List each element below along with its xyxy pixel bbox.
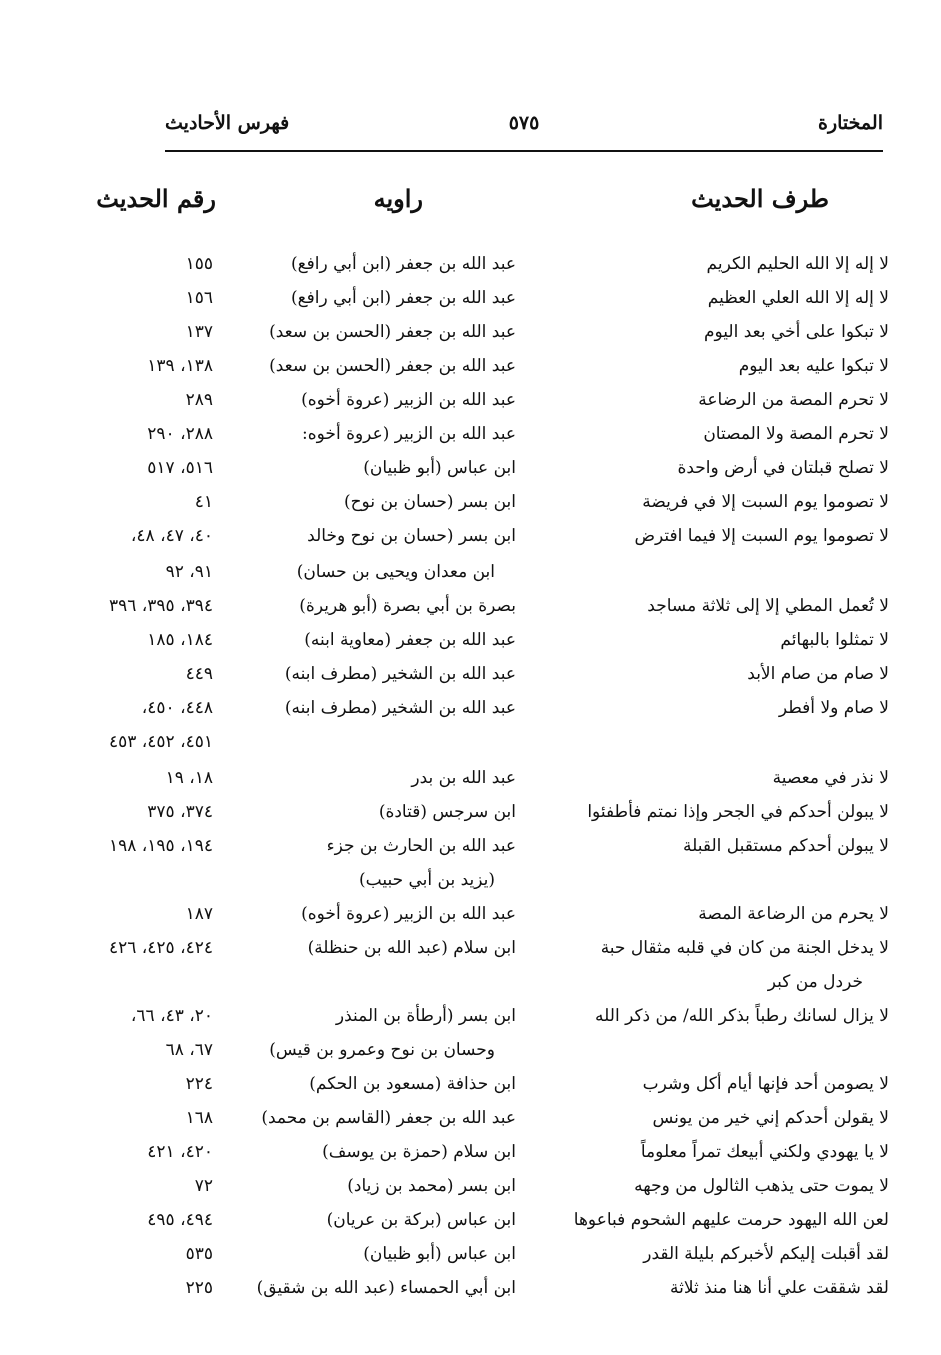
hadith-text: لا تحرم المصة ولا المصتان bbox=[703, 424, 889, 444]
hadith-number: ٢٢٥ bbox=[185, 1278, 213, 1298]
hadith-text: لا إله إلا الله العلي العظيم bbox=[707, 288, 889, 308]
narrator-text: عبد الله بن جعفر (معاوية ابنه) bbox=[304, 630, 516, 650]
table-row bbox=[0, 1136, 941, 1170]
hadith-text: لا تبكوا على أخي بعد اليوم bbox=[703, 322, 889, 342]
hadith-number: ٣٩٤، ٣٩٥، ٣٩٦ bbox=[109, 596, 213, 616]
table-row bbox=[0, 486, 941, 520]
table-row bbox=[0, 282, 941, 316]
hadith-text: لا يزال لسانك رطباً بذكر الله/ من ذكر الله bbox=[595, 1006, 889, 1026]
hadith-text: لا تبكوا عليه بعد اليوم bbox=[738, 356, 889, 376]
page-number: ٥٧٥ bbox=[508, 112, 540, 134]
hadith-number: ٤٤٩ bbox=[185, 664, 213, 684]
hadith-text: خردل من كبر bbox=[767, 972, 863, 992]
hadith-text: لا يصومن أحد فإنها أيام أكل وشرب bbox=[642, 1074, 889, 1094]
hadith-number: ١٣٧ bbox=[185, 322, 213, 342]
hadith-text: لا يا يهودي ولكني أبيعك تمراً معلوماً bbox=[640, 1142, 889, 1162]
narrator-text: عبد الله بن الزبير (عروة أخوه) bbox=[301, 904, 516, 924]
table-row bbox=[0, 762, 941, 796]
narrator-text: ابن عباس (بركة بن عريان) bbox=[326, 1210, 516, 1230]
hadith-text: لعن الله اليهود حرمت عليهم الشحوم فباعوها bbox=[573, 1210, 889, 1230]
hadith-number: ٥٣٥ bbox=[185, 1244, 213, 1264]
hadith-text: لقد أقبلت إليكم لأخبركم بليلة القدر bbox=[643, 1244, 889, 1264]
hadith-number: ٣٧٤، ٣٧٥ bbox=[147, 802, 213, 822]
hadith-text: لا يدخل الجنة من كان في قلبه مثقال حبة bbox=[600, 938, 889, 958]
hadith-number: ٤٥١، ٤٥٢، ٤٥٣ bbox=[109, 732, 213, 752]
narrator-text: ابن بسر (أرطأة بن المنذر bbox=[335, 1006, 516, 1026]
header-rule bbox=[165, 150, 883, 152]
narrator-text: ابن أبي الحمساء (عبد الله بن شقيق) bbox=[256, 1278, 516, 1298]
hadith-number: ٢٠، ٤٣، ٦٦، bbox=[130, 1006, 213, 1026]
table-row bbox=[0, 726, 941, 760]
narrator-text: ابن عباس (أبو ظبيان) bbox=[363, 458, 516, 478]
narrator-text: ابن معدان ويحيى بن حسان) bbox=[296, 562, 495, 582]
narrator-text: عبد الله بن جعفر (الحسن بن سعد) bbox=[269, 356, 516, 376]
table-row bbox=[0, 864, 941, 898]
hadith-number: ٢٨٩ bbox=[185, 390, 213, 410]
hadith-number: ٤٠، ٤٧، ٤٨، bbox=[130, 526, 213, 546]
narrator-text: ابن بسر (حسان بن نوح وخالد bbox=[307, 526, 516, 546]
table-row bbox=[0, 1204, 941, 1238]
table-row bbox=[0, 692, 941, 726]
table-row bbox=[0, 658, 941, 692]
table-row bbox=[0, 1068, 941, 1102]
table-row bbox=[0, 520, 941, 554]
narrator-text: عبد الله بن الشخير (مطرف ابنه) bbox=[284, 698, 516, 718]
hadith-text: لا تُعمل المطي إلا إلى ثلاثة مساجد bbox=[647, 596, 889, 616]
column-header-narrator: راويه bbox=[373, 184, 423, 213]
narrator-text: وحسان بن نوح وعمرو بن قيس) bbox=[269, 1040, 495, 1060]
hadith-number: ٤١ bbox=[194, 492, 213, 512]
narrator-text: بصرة بن أبي بصرة (أبو هريرة) bbox=[299, 596, 516, 616]
hadith-text: لا تحرم المصة من الرضاعة bbox=[698, 390, 889, 410]
table-row bbox=[0, 1000, 941, 1034]
narrator-text: ابن سلام (حمزة بن يوسف) bbox=[322, 1142, 516, 1162]
hadith-number: ٩١، ٩٢ bbox=[165, 562, 213, 582]
table-row bbox=[0, 796, 941, 830]
hadith-number: ٤٢٠، ٤٢١ bbox=[147, 1142, 213, 1162]
narrator-text: ابن سرجس (قتادة) bbox=[378, 802, 516, 822]
hadith-text: لا يموت حتى يذهب الثالول من وجهه bbox=[634, 1176, 889, 1196]
table-row bbox=[0, 898, 941, 932]
hadith-text: لا نذر في معصية bbox=[772, 768, 889, 788]
column-header-number: رقم الحديث bbox=[96, 184, 216, 213]
hadith-text: لا يحرم من الرضاعة المصة bbox=[698, 904, 889, 924]
narrator-text: ابن عباس (أبو ظبيان) bbox=[363, 1244, 516, 1264]
narrator-text: ابن بسر (حسان بن نوح) bbox=[343, 492, 516, 512]
narrator-text: ابن بسر (محمد بن زياد) bbox=[347, 1176, 516, 1196]
table-row bbox=[0, 248, 941, 282]
narrator-text: عبد الله بن جعفر (الحسن بن سعد) bbox=[269, 322, 516, 342]
hadith-number: ٤٤٨، ٤٥٠، bbox=[141, 698, 213, 718]
hadith-text: لا صام ولا أفطر bbox=[778, 698, 889, 718]
hadith-number: ٤٩٤، ٤٩٥ bbox=[147, 1210, 213, 1230]
table-row bbox=[0, 452, 941, 486]
hadith-number: ١٨، ١٩ bbox=[165, 768, 213, 788]
hadith-number: ١٨٧ bbox=[185, 904, 213, 924]
table-row bbox=[0, 932, 941, 966]
hadith-text: لا تصوموا يوم السبت إلا في فريضة bbox=[642, 492, 889, 512]
hadith-text: لا تصوموا يوم السبت إلا فيما افترض bbox=[634, 526, 889, 546]
table-row bbox=[0, 350, 941, 384]
hadith-text: لا إله إلا الله الحليم الكريم bbox=[706, 254, 889, 274]
hadith-number: ٤٢٤، ٤٢٥، ٤٢٦ bbox=[109, 938, 213, 958]
narrator-text: عبد الله بن جعفر (ابن أبي رافع) bbox=[290, 288, 516, 308]
hadith-number: ١٥٥ bbox=[185, 254, 213, 274]
table-row bbox=[0, 556, 941, 590]
table-row bbox=[0, 624, 941, 658]
hadith-number: ٢٨٨، ٢٩٠ bbox=[147, 424, 213, 444]
narrator-text: عبد الله بن بدر bbox=[411, 768, 516, 788]
hadith-text: لا يقولن أحدكم إني خير من يونس bbox=[652, 1108, 889, 1128]
narrator-text: ابن سلام (عبد الله بن حنظلة) bbox=[307, 938, 516, 958]
table-row bbox=[0, 830, 941, 864]
section-title: فهرس الأحاديث bbox=[165, 112, 290, 134]
narrator-text: عبد الله بن الزبير (عروة أخوه) bbox=[301, 390, 516, 410]
hadith-text: لقد شققت علي أنا هنا منذ ثلاثة bbox=[670, 1278, 889, 1298]
hadith-number: ٢٢٤ bbox=[185, 1074, 213, 1094]
hadith-number: ١٩٤، ١٩٥، ١٩٨ bbox=[109, 836, 213, 856]
table-row bbox=[0, 1102, 941, 1136]
table-row bbox=[0, 1034, 941, 1068]
hadith-text: لا تمثلوا بالبهائم bbox=[780, 630, 889, 650]
hadith-text: لا يبولن أحدكم مستقبل القبلة bbox=[682, 836, 889, 856]
table-row bbox=[0, 384, 941, 418]
hadith-number: ٥١٦، ٥١٧ bbox=[147, 458, 213, 478]
narrator-text: عبد الله بن الزبير (عروة أخوه: bbox=[302, 424, 516, 444]
narrator-text: (يزيد بن أبي حبيب) bbox=[359, 870, 495, 890]
hadith-number: ١٥٦ bbox=[185, 288, 213, 308]
table-row bbox=[0, 590, 941, 624]
hadith-number: ٦٧، ٦٨ bbox=[165, 1040, 213, 1060]
table-row bbox=[0, 1238, 941, 1272]
hadith-text: لا تصلح قبلتان في أرض واحدة bbox=[677, 458, 889, 478]
table-row bbox=[0, 1272, 941, 1306]
hadith-number: ١٣٨، ١٣٩ bbox=[147, 356, 213, 376]
narrator-text: عبد الله بن جعفر (ابن أبي رافع) bbox=[290, 254, 516, 274]
hadith-number: ٧٢ bbox=[194, 1176, 213, 1196]
hadith-number: ١٨٤، ١٨٥ bbox=[147, 630, 213, 650]
hadith-text: لا صام من صام الأبد bbox=[747, 664, 889, 684]
table-row bbox=[0, 418, 941, 452]
narrator-text: ابن حذافة (مسعود بن الحكم) bbox=[309, 1074, 516, 1094]
narrator-text: عبد الله بن الشخير (مطرف ابنه) bbox=[284, 664, 516, 684]
hadith-text: لا يبولن أحدكم في الجحر وإذا نمتم فأطفئوا bbox=[587, 802, 889, 822]
hadith-number: ١٦٨ bbox=[185, 1108, 213, 1128]
table-row bbox=[0, 966, 941, 1000]
narrator-text: عبد الله بن جعفر (القاسم بن محمد) bbox=[261, 1108, 516, 1128]
table-row bbox=[0, 316, 941, 350]
running-header bbox=[165, 112, 883, 148]
book-title: المختارة bbox=[818, 112, 883, 134]
narrator-text: عبد الله بن الحارث بن جزء bbox=[326, 836, 516, 856]
column-header-hadith: طرف الحديث bbox=[691, 184, 829, 213]
table-row bbox=[0, 1170, 941, 1204]
